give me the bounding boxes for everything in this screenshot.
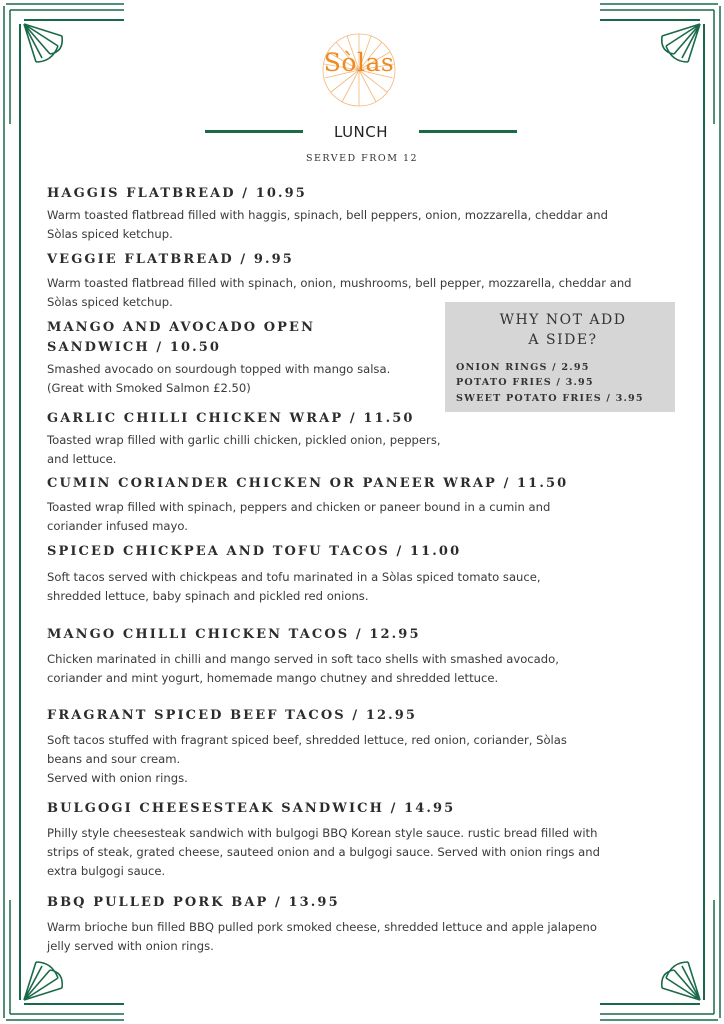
solas-logo	[316, 30, 402, 112]
page-subtitle: SERVED FROM 12	[305, 153, 419, 164]
menu-item-description: Soft tacos stuffed with fragrant spiced beef, shredded lettuce, red onion, coriander, Sòlas beans and sour cream. Served with onion rings.	[47, 733, 567, 786]
side-dish-box	[445, 302, 675, 412]
menu-item-title: CUMIN CORIANDER CHICKEN OR PANEER WRAP / 11.50	[47, 476, 569, 491]
side-item: ONION RINGS / 2.95	[456, 362, 590, 373]
menu-item-description: Soft tacos served with chickpeas and tofu marinated in a Sòlas spiced tomato sauce, shredded lettuce, baby spinach and pickled red onions.	[47, 570, 541, 604]
menu-item-title: VEGGIE FLATBREAD / 9.95	[47, 252, 294, 267]
menu-item-title: MANGO AND AVOCADO OPEN SANDWICH / 10.50	[47, 320, 316, 355]
menu-item-description: Warm toasted flatbread filled with spinach, onion, mushrooms, bell pepper, mozzarella, cheddar and Sòlas spiced ketchup.	[47, 276, 632, 310]
menu-item-description: Chicken marinated in chilli and mango served in soft taco shells with smashed avocado, coriander and mint yogurt, homemade mango chutney and shredded lettuce.	[47, 652, 559, 686]
side-item: POTATO FRIES / 3.95	[456, 377, 594, 389]
menu-item-title: FRAGRANT SPICED BEEF TACOS / 12.95	[47, 708, 418, 723]
menu-item-title: GARLIC CHILLI CHICKEN WRAP / 11.50	[47, 411, 415, 426]
header-rule-right	[419, 130, 517, 133]
menu-item-description: Philly style cheesesteak sandwich with bulgogi BBQ Korean style sauce. rustic bread filled with strips of steak, grated cheese, sauteed onion and a bulgogi sauce. Served with onion rings and extra bulgogi sauce.	[47, 826, 600, 879]
menu-item-title: MANGO CHILLI CHICKEN TACOS / 12.95	[47, 627, 421, 642]
menu-item-title: HAGGIS FLATBREAD / 10.95	[47, 186, 307, 201]
menu-item-description: Toasted wrap filled with spinach, peppers and chicken or paneer bound in a cumin and coriander infused mayo.	[47, 500, 551, 534]
menu-item-title: BULGOGI CHEESESTEAK SANDWICH / 14.95	[47, 801, 456, 816]
menu-item-description: Smashed avocado on sourdough topped with mango salsa. (Great with Smoked Salmon £2.50)	[47, 362, 391, 396]
menu-item-title: SPICED CHICKPEA AND TOFU TACOS / 11.00	[47, 544, 462, 559]
page-title: LUNCH	[333, 123, 389, 141]
menu-item-title: BBQ PULLED PORK BAP / 13.95	[47, 895, 340, 910]
menu-item-description: Warm brioche bun filled BBQ pulled pork smoked cheese, shredded lettuce and apple jalapeno jelly served with onion rings.	[47, 920, 597, 954]
side-box-heading: WHY NOT ADD A SIDE?	[499, 312, 627, 348]
menu-item-description: Toasted wrap filled with garlic chilli chicken, pickled onion, peppers, and lettuce.	[47, 433, 441, 467]
side-item: SWEET POTATO FRIES / 3.95	[456, 392, 644, 404]
header-rule-left	[205, 130, 303, 133]
side-list	[456, 360, 644, 406]
brand-name: Sòlas	[323, 48, 395, 77]
menu-item-description: Warm toasted flatbread filled with haggis, spinach, bell peppers, onion, mozzarella, cheddar and Sòlas spiced ketchup.	[47, 208, 608, 242]
